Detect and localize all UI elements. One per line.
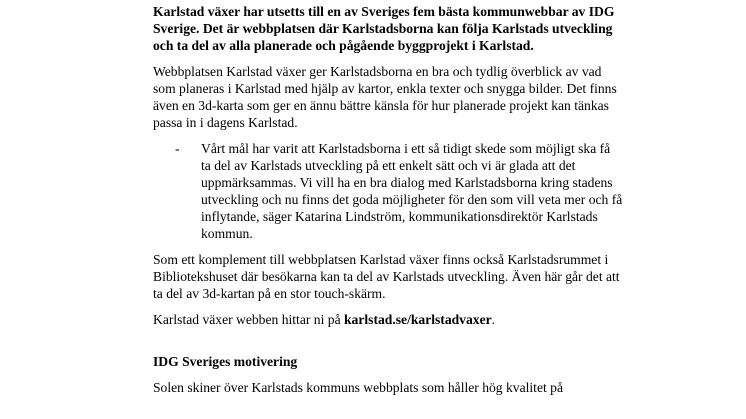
quote-block: [153, 140, 623, 242]
document-page: [153, 0, 623, 396]
quote-dash: -: [175, 141, 180, 156]
complement-paragraph: Som ett komplement till webbplatsen Karlstad växer finns också Karlstadsrummet i Bibliotekshuset där besökarna kan ta del av Karlstads utveckling. Även här går det att ta del av 3d-kartan på en stor touch-skärm.: [153, 252, 620, 301]
motivation-text: Solen skiner över Karlstads kommuns webbplats som håller hög kvalitet på: [153, 380, 564, 395]
link-paragraph: [153, 311, 623, 328]
link-suffix: .: [491, 312, 496, 327]
link-prefix: Karlstad växer webben hittar ni på: [153, 312, 344, 327]
quote-text: Vårt mål har varit att Karlstadsborna i ett så tidigt skede som möjligt ska få ta del av Karlstads utveckling på ett enkelt sätt och vi är glada att det uppmärksammas. Vi vill ha en bra dialog med Karlstadsborna kring stadens utveckling och nu finns det goda möjligheter för den som vill veta mer och få inflytande, säger Katarina Lindström, kommunikationsdirektör Karlstads kommun.: [201, 141, 623, 241]
intro-paragraph: Webbplatsen Karlstad växer ger Karlstadsborna en bra och tydlig överblick av vad som planeras i Karlstad med hjälp av kartor, enkla texter och snygga bilder. Det finns även en 3d-karta som ger en ännu bättre känsla för hur planerade projekt kan tänkas passa in i dagens Karlstad.: [153, 64, 617, 130]
lead-paragraph: Karlstad växer har utsetts till en av Sveriges fem bästa kommunwebbar av IDG Sverige. Det är webbplatsen där Karlstadsborna kan följa Karlstads utveckling och ta del av alla planerade och pågående byggprojekt i Karlstad.: [153, 4, 615, 53]
motivation-heading: IDG Sveriges motivering: [153, 354, 298, 369]
karlstadvaxer-link[interactable]: karlstad.se/karlstadvaxer: [344, 312, 492, 327]
